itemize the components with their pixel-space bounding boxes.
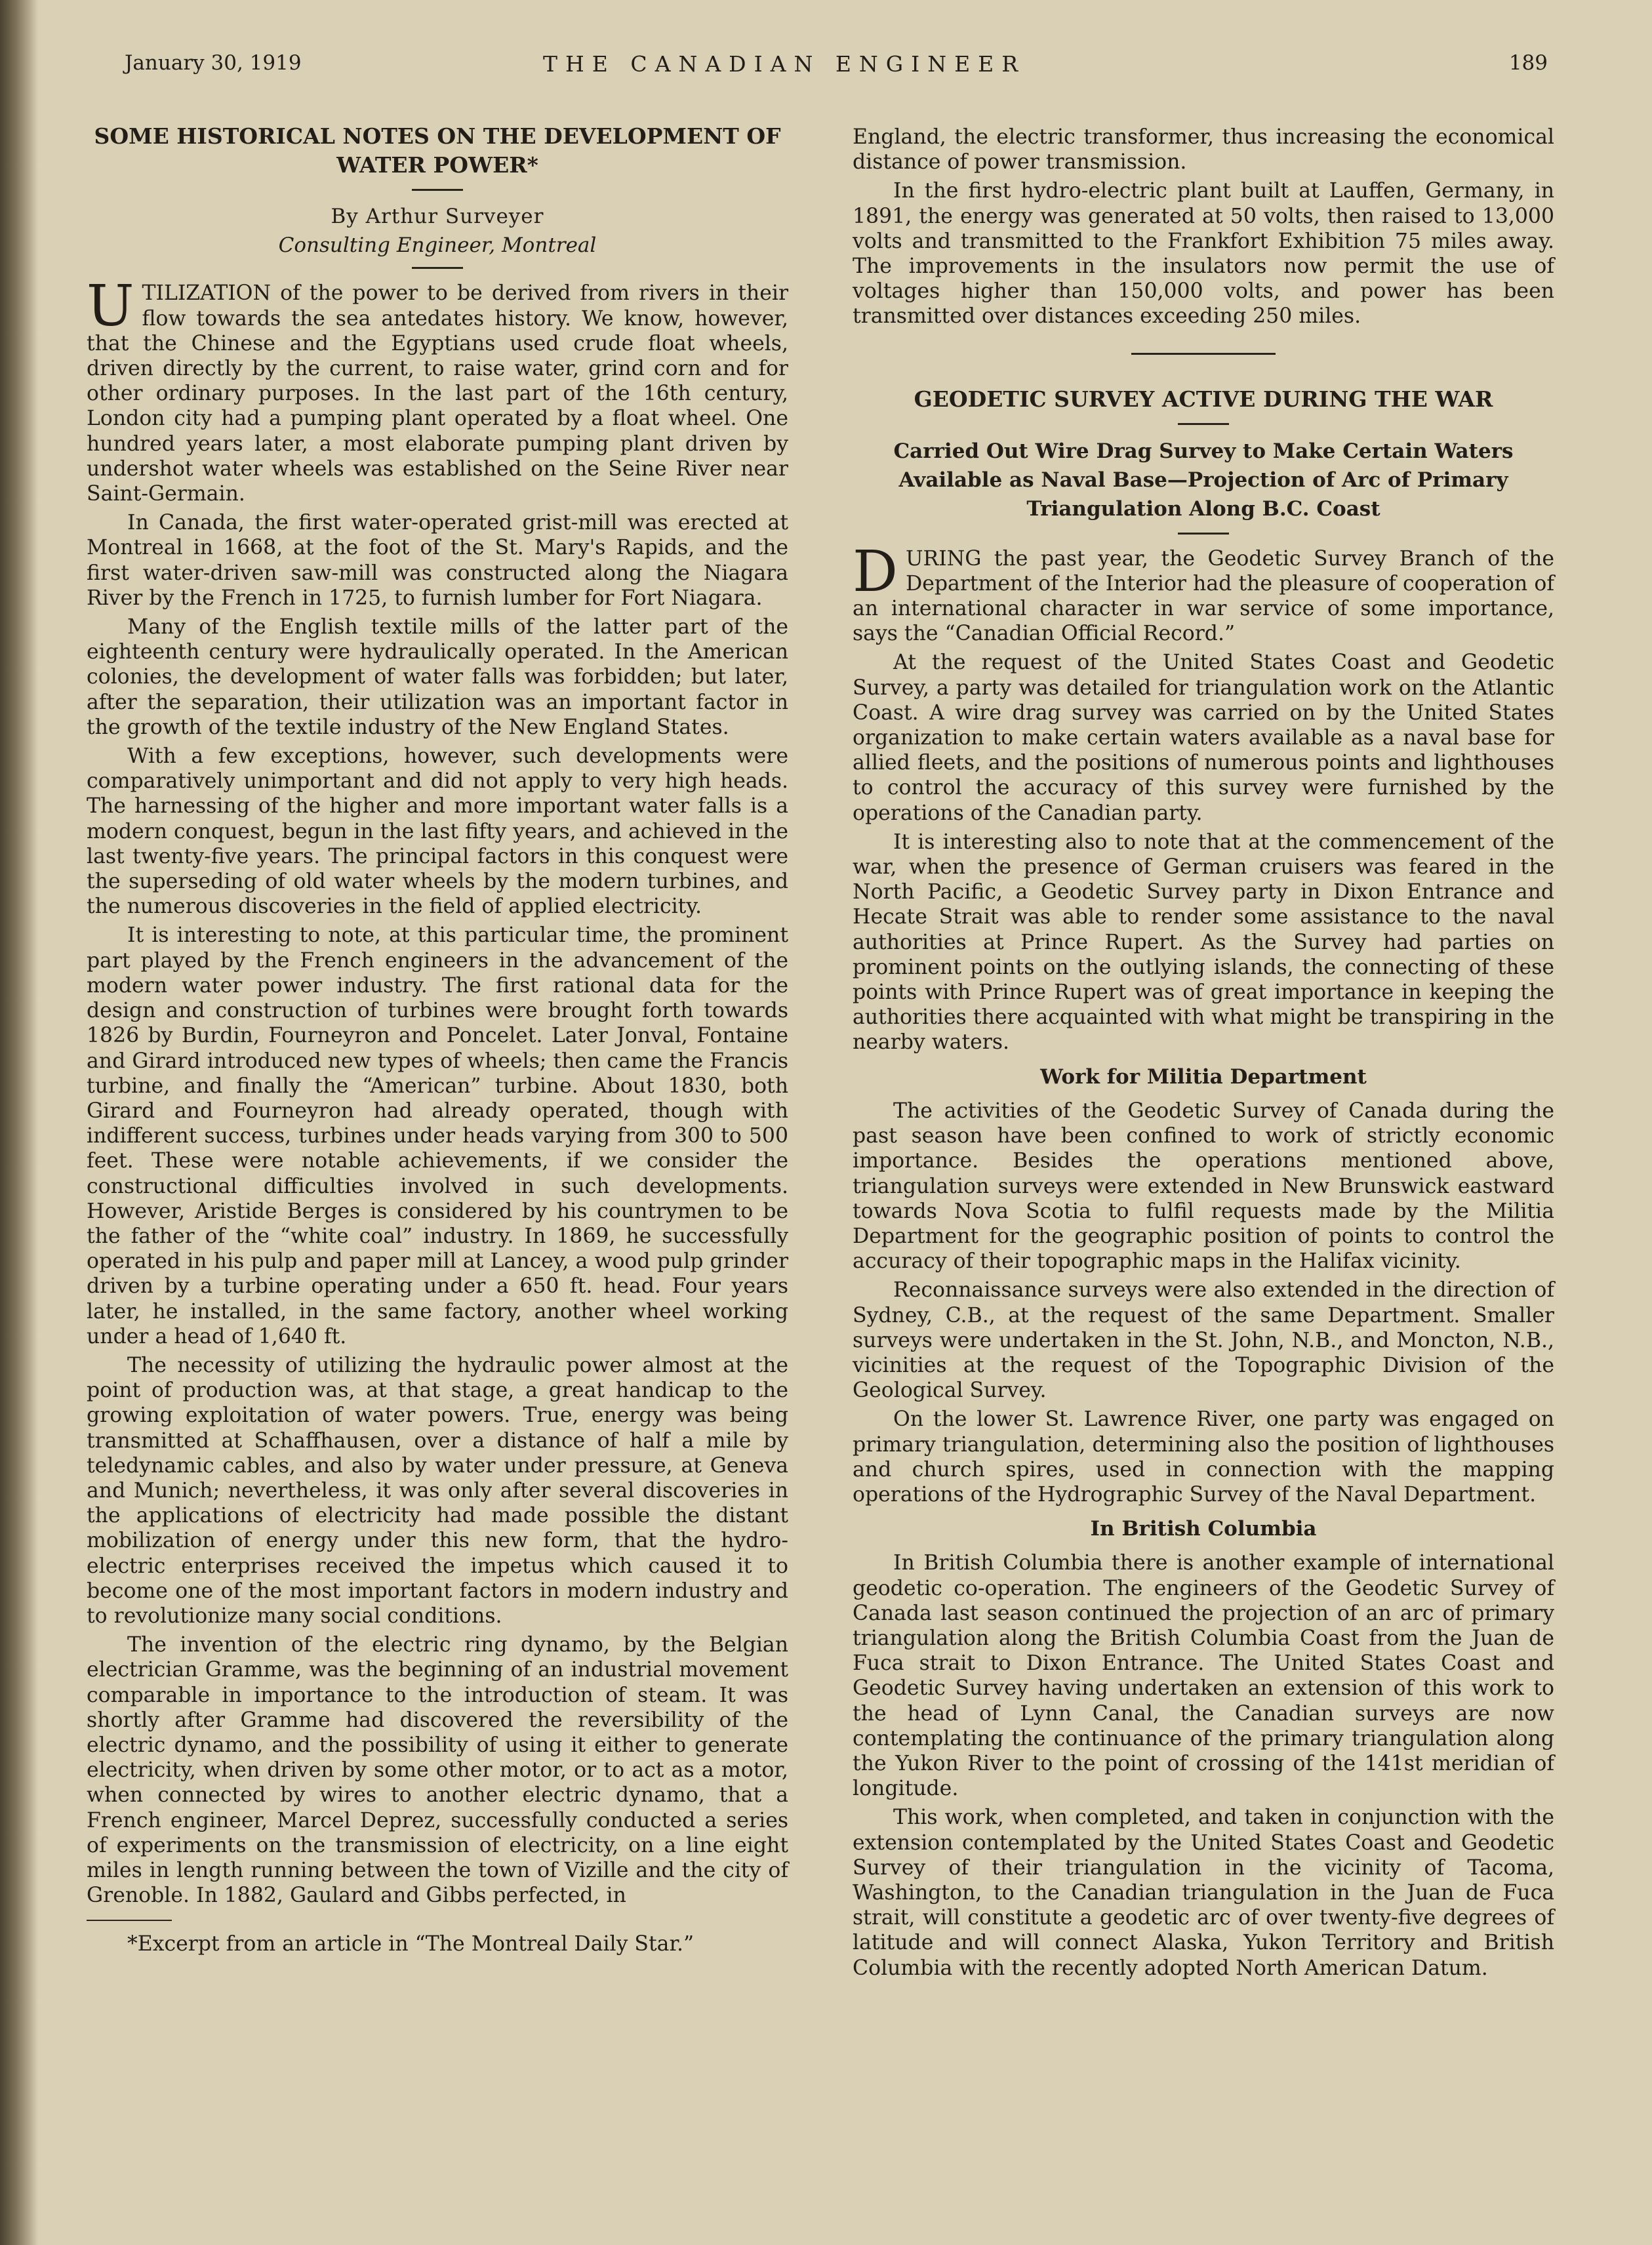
article2-dropcap: D [853,538,898,605]
article2-paragraph-2: At the request of the United States Coast and Geodetic Survey, a party was detailed for triangulation work on the Atlantic Coast. A wire drag survey was carried on by the United States organization to make certain waters available as a naval base for allied fleets, and the positions of numerous points and lighthouses to control the accuracy of this survey were furnished by the operations of the Canadian party. [853,651,1554,825]
article1-continuation-1: England, the electric transformer, thus increasing the economical distance of power transmission. [853,125,1554,174]
article1-dropcap: U [87,273,134,340]
article2-paragraph-3: It is interesting also to note that at the commencement of the war, when the presence of German cruisers was feared in the North Pacific, a Geodetic Survey party in Dixon Entrance and Hecate Strait was able to render some assistance to the naval authorities at Prince Rupert. As the Survey had parties on prominent points on the outlying islands, the connecting of these points with Prince Rupert was of great importance in keeping the authorities there acquainted with what might be transpiring in the nearby waters. [853,830,1554,1055]
article1-continuation-2: In the first hydro-electric plant built at Lauffen, Germany, in 1891, the energy was generated at 50 volts, then raised to 13,000 volts and transmitted to the Frankfort Exhibition 75 miles away. The improvements in the insulators now permit the use of voltages higher than 150,000 volts, and power has been transmitted over distances exceeding 250 miles. [853,179,1554,329]
left-column [87,122,788,1961]
article1-affiliation: Consulting Engineer, Montreal [278,233,597,258]
article1-paragraph-7: The invention of the electric ring dynamo, by the Belgian electrician Gramme, was the beginning of an industrial movement comparable in importance to the introduction of steam. It was shortly after Gramme had discovered the reversibility of the electric dynamo, and the possibility of using it either to generate electricity, when driven by some other motor, or to act as a motor, when connected by wires to another electric dynamo, that a French engineer, Marcel Deprez, successfully conducted a series of experiments on the transmission of electricity, on a line eight miles in length running between the town of Vizille and the city of Grenoble. In 1882, Gaulard and Gibbs perfected, in [87,1633,788,1908]
article2-paragraph-4: The activities of the Geodetic Survey of Canada during the past season have been confined to work of strictly economic importance. Besides the operations mentioned above, triangulation surveys were extended in New Brunswick eastward towards Nova Scotia to fulfil requests made by the Militia Department for the geographic position of points to control the accuracy of their topographic maps in the Halifax vicinity. [853,1099,1554,1274]
article1-title: SOME HISTORICAL NOTES ON THE DEVELOPMENT OF WATER POWER* [94,123,781,178]
article1-paragraph-4: With a few exceptions, however, such developments were comparatively unimportant and did not apply to very high heads. The harnessing of the higher and more important water falls is a modern conquest, begun in the last fifty years, and achieved in the last twenty-five years. The principal factors in this conquest were the superseding of old water wheels by the modern turbines, and the numerous discoveries in the field of applied electricity. [87,744,788,919]
article2-paragraph-6: On the lower St. Lawrence River, one party was engaged on primary triangulation, determining also the position of lighthouses and church spires, used in connection with the mapping operations of the Hydrographic Survey of the Naval Department. [853,1407,1554,1507]
article2-subtitle: Carried Out Wire Drag Survey to Make Certain Waters Available as Naval Base—Projection of Arc of Primary Triangulation Along B.C. Coast [893,439,1514,521]
article1-byline: By Arthur Surveyer [331,205,544,228]
article-separator-rule [1131,353,1276,355]
section-heading-british-columbia: In British Columbia [1090,1517,1317,1541]
footnote-rule [87,1920,172,1921]
article1-paragraph-1: UTILIZATION of the power to be derived from rivers in their flow towards the sea antedates history. We know, however, that the Chinese and the Egyptians used crude float wheels, driven directly by the current, to raise water, grind corn and for other ordinary purposes. In the last part of the 16th century, London city had a pumping plant operated by a float wheel. One hundred years later, a most elaborate pumping plant driven by undershot water wheels was established on the Seine River near Saint-Germain. [87,273,788,506]
page-number: 189 [1508,51,1548,75]
running-header [118,51,1548,91]
article2-paragraph-8: This work, when completed, and taken in conjunction with the extension contemplated by the United States Coast and Geodetic Survey of their triangulation in the vicinity of Tacoma, Washington, to the Canadian triangulation in the Juan de Fuca strait, will constitute a geodetic arc of over twenty-five degrees of latitude and will connect Alaska, Yukon Territory and British Columbia with the recently adopted North American Datum. [853,1806,1554,1980]
article2-paragraph-7: In British Columbia there is another example of international geodetic co-operation. The engineers of the Geodetic Survey of Canada last season continued the projection of an arc of primary triangulation along the British Columbia Coast from the Juan de Fuca strait to Dixon Entrance. The United States Coast and Geodetic Survey having undertaken an extension of this work to the head of Lynn Canal, the Canadian surveys are now contemplating the continuance of the primary triangulation along the Yukon River to the point of crossing of the 141st meridian of longitude. [853,1551,1554,1801]
article2-subtitle-rule [1178,533,1229,535]
article1-paragraph-3: Many of the English textile mills of the latter part of the eighteenth century were hydraulically operated. In the American colonies, the development of water falls was forbidden; but later, after the separation, their utilization was an important factor in the growth of the textile industry of the New England States. [87,615,788,739]
byline-rule [412,267,463,269]
article2-title-rule [1178,423,1229,425]
right-column [853,125,1554,1985]
title-rule [412,189,463,191]
header-date: January 30, 1919 [125,51,302,75]
journal-title: THE CANADIAN ENGINEER [543,51,1026,77]
article1-paragraph-5: It is interesting to note, at this particular time, the prominent part played by the French engineers in the advancement of the modern water power industry. The first rational data for the design and construction of turbines were brought forth towards 1826 by Burdin, Fourneyron and Poncelet. Later Jonval, Fontaine and Girard introduced new types of wheels; then came the Francis turbine, and finally the “American” turbine. About 1830, both Girard and Fourneyron had already operated, though with indifferent success, turbines under heads varying from 300 to 500 feet. These were notable achievements, if we consider the constructional difficulties involved in such developments. However, Aristide Berges is considered by his countrymen to be the father of the “white coal” industry. In 1869, he successfully operated in his pulp and paper mill at Lancey, a wood pulp grinder driven by a turbine operating under a 650 ft. head. Four years later, he installed, in the same factory, another wheel working under a head of 1,640 ft. [87,923,788,1348]
article2-paragraph-5: Reconnaissance surveys were also extended in the direction of Sydney, C.B., at the request of the same Department. Smaller surveys were undertaken in the St. John, N.B., and Moncton, N.B., vicinities at the request of the Topographic Division of the Geological Survey. [853,1278,1554,1403]
section-heading-militia: Work for Militia Department [1040,1064,1367,1089]
footnote: *Excerpt from an article in “The Montreal Daily Star.” [127,1932,695,1956]
article2-title: GEODETIC SURVEY ACTIVE DURING THE WAR [914,386,1493,412]
article2-paragraph-1: DURING the past year, the Geodetic Survey Branch of the Department of the Interior had the pleasure of cooperation of an international character in war service of some importance, says the “Canadian Official Record.” [853,538,1554,646]
article1-paragraph-6: The necessity of utilizing the hydraulic power almost at the point of production was, at that stage, a great handicap to the growing exploitation of water powers. True, energy was being transmitted at Schaffhausen, over a distance of half a mile by teledynamic cables, and also by water under pressure, at Geneva and Munich; nevertheless, it was only after several discoveries in the applications of electricity had made possible the distant mobilization of energy under this new form, that the hydro-electric enterprises received the impetus which caused it to become one of the most important factors in modern industry and to revolutionize many social conditions. [87,1353,788,1628]
article1-paragraph-2: In Canada, the first water-operated grist-mill was erected at Montreal in 1668, at the foot of the St. Mary's Rapids, and the first water-driven saw-mill was constructed along the Niagara River by the French in 1725, to furnish lumber for Fort Niagara. [87,511,788,610]
binding-shadow [0,0,38,2245]
